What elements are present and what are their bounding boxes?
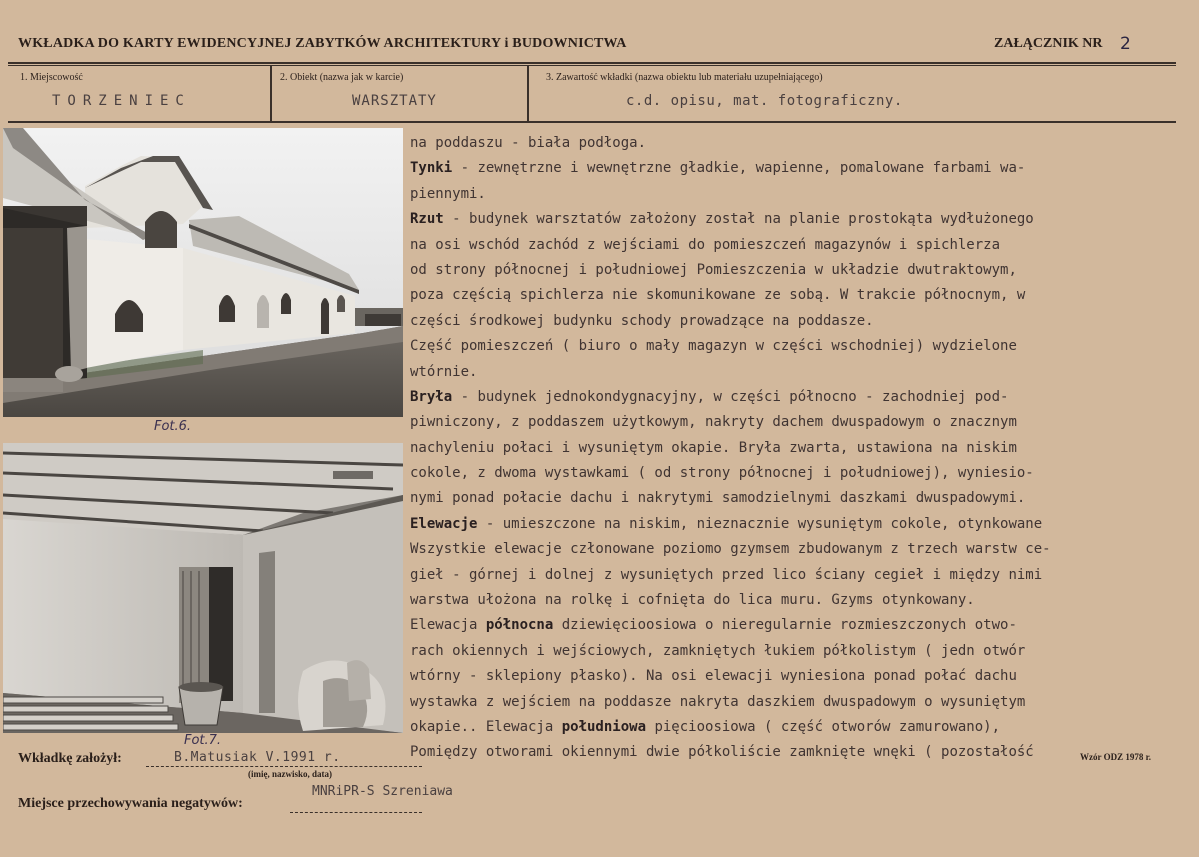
description-segment: gieł - górnej i dolnej z wysuniętych przed lico ściany cegieł i między nimi bbox=[410, 566, 1043, 583]
object-value: WARSZTATY bbox=[352, 93, 437, 109]
description-segment: piwniczony, z poddaszem użytkowym, nakryty dachem dwuspadowym o znacznym bbox=[410, 414, 1017, 431]
description-line bbox=[410, 360, 1190, 385]
description-line bbox=[410, 309, 1190, 334]
description-segment: części środkowej budynku schody prowadzące na poddasze. bbox=[410, 312, 874, 329]
negatives-location-line bbox=[290, 812, 422, 813]
description-segment: poza częścią spichlerza nie skomunikowane ze sobą. W trakcie północnym, w bbox=[410, 287, 1026, 304]
locality-value: TORZENIEC bbox=[52, 93, 191, 109]
description-segment: na osi wschód zachód z wejściami do pomieszczeń magazynów i spichlerza bbox=[410, 236, 1001, 253]
description-segment: wystawka z wejściem na poddasze nakryta daszkiem dwuspadowym o wysuniętym bbox=[410, 693, 1026, 710]
field-divider-2 bbox=[527, 66, 529, 122]
description-line bbox=[410, 283, 1190, 308]
attachment-number: 2 bbox=[1120, 34, 1131, 54]
description-segment: dziewięcioosiowa o nieregularnie rozmieszczonych otwo- bbox=[553, 617, 1017, 634]
section-keyword: Elewacje bbox=[410, 515, 478, 532]
description-line bbox=[410, 207, 1190, 232]
section-keyword: północna bbox=[485, 617, 554, 634]
created-by-line bbox=[146, 766, 422, 767]
content-label: 3. Zawartość wkładki (nazwa obiektu lub materiału uzupełniającego) bbox=[546, 72, 823, 83]
description-line bbox=[410, 512, 1190, 537]
negatives-location-label: Miejsce przechowywania negatywów: bbox=[18, 796, 243, 811]
description-line bbox=[410, 156, 1190, 181]
description-segment: - budynek warsztatów założony został na planie prostokąta wydłużonego bbox=[443, 211, 1034, 228]
description-segment: od strony północnej i południowej Pomieszczenia w układzie dwutraktowym, bbox=[410, 261, 1017, 278]
field-divider-1 bbox=[270, 66, 272, 122]
description-line bbox=[410, 334, 1190, 359]
description-line bbox=[410, 639, 1190, 664]
description-line bbox=[410, 461, 1190, 486]
section-keyword: Bryła bbox=[410, 388, 453, 405]
section-keyword: południowa bbox=[561, 718, 647, 735]
description-line bbox=[410, 258, 1190, 283]
photo-building-exterior bbox=[3, 128, 403, 417]
created-by-label: Wkładkę założył: bbox=[18, 751, 122, 766]
description-segment: - zewnętrzne i wewnętrzne gładkie, wapienne, pomalowane farbami wa- bbox=[452, 160, 1026, 177]
description-segment: - umieszczone na niskim, nieznacznie wysuniętym cokole, otynkowane bbox=[477, 515, 1043, 532]
description-line bbox=[410, 740, 1190, 765]
form-code: Wzór ODZ 1978 r. bbox=[1080, 752, 1151, 762]
description-segment: pięcioosiowa ( część otworów zamurowano), bbox=[646, 718, 1001, 735]
description-line bbox=[410, 563, 1190, 588]
description-line bbox=[410, 182, 1190, 207]
photo-building-interior bbox=[3, 443, 403, 733]
description-segment: Elewacja bbox=[410, 617, 486, 634]
locality-label: 1. Miejscowość bbox=[20, 72, 83, 83]
photo-7-caption: Fot.7. bbox=[184, 733, 222, 748]
created-by-hint: (imię, nazwisko, data) bbox=[248, 769, 332, 779]
description-text bbox=[410, 131, 1190, 766]
description-line bbox=[410, 537, 1190, 562]
object-label: 2. Obiekt (nazwa jak w karcie) bbox=[280, 72, 404, 83]
description-line bbox=[410, 486, 1190, 511]
card-title: WKŁADKA DO KARTY EWIDENCYJNEJ ZABYTKÓW ARCHITEKTURY i BUDOWNICTWA bbox=[18, 36, 627, 51]
description-line bbox=[410, 613, 1190, 638]
description-segment: Część pomieszczeń ( biuro o mały magazyn w części wschodniej) wydzielone bbox=[410, 338, 1017, 355]
description-segment: cokole, z dwoma wystawkami ( od strony północnej i południowej), wyniesio- bbox=[410, 465, 1034, 482]
description-segment: Pomiędzy otworami okiennymi dwie półkoliście zamknięte wnęki ( pozostałość bbox=[410, 744, 1034, 761]
description-line bbox=[410, 690, 1190, 715]
header-rule-top bbox=[8, 62, 1176, 64]
negatives-location-value: MNRiPR-S Szreniawa bbox=[312, 784, 453, 799]
description-line bbox=[410, 664, 1190, 689]
section-keyword: Rzut bbox=[410, 211, 444, 228]
description-line bbox=[410, 385, 1190, 410]
description-segment: warstwa ułożona na rolkę i cofnięta do lica muru. Gzyms otynkowany. bbox=[410, 592, 975, 609]
created-by-value: B.Matusiak V.1991 r. bbox=[174, 750, 341, 765]
description-segment: piennymi. bbox=[410, 185, 486, 202]
photo-6-caption: Fot.6. bbox=[154, 419, 192, 434]
description-segment: wtórny - sklepiony płasko). Na osi elewacji wyniesiona ponad połać dachu bbox=[410, 668, 1017, 685]
description-line bbox=[410, 436, 1190, 461]
description-segment: wtórnie. bbox=[410, 363, 478, 380]
description-segment: Wszystkie elewacje członowane poziomo gzymsem zbudowanym z trzech warstw ce- bbox=[410, 541, 1051, 558]
description-segment: na poddaszu - biała podłoga. bbox=[410, 135, 647, 151]
description-line bbox=[410, 131, 1190, 156]
description-segment: okapie.. Elewacja bbox=[410, 718, 562, 735]
description-line bbox=[410, 588, 1190, 613]
description-segment: nachyleniu połaci i wysuniętym okapie. Bryła zwarta, ustawiona na niskim bbox=[410, 439, 1017, 456]
header-rule-bottom bbox=[8, 121, 1176, 123]
description-line bbox=[410, 233, 1190, 258]
description-line bbox=[410, 715, 1190, 740]
description-line bbox=[410, 410, 1190, 435]
content-value: c.d. opisu, mat. fotograficzny. bbox=[626, 93, 903, 109]
description-segment: - budynek jednokondygnacyjny, w części północno - zachodniej pod- bbox=[452, 388, 1009, 405]
description-segment: nymi ponad połacie dachu i nakrytymi samodzielnymi daszkami dwuspadowymi. bbox=[410, 490, 1026, 507]
attachment-label: ZAŁĄCZNIK NR bbox=[994, 36, 1103, 51]
header-rule-top-thin bbox=[8, 65, 1176, 66]
description-segment: rach okiennych i wejściowych, zamkniętych łukiem półkolistym ( jedn otwór bbox=[410, 642, 1026, 659]
section-keyword: Tynki bbox=[410, 160, 453, 177]
